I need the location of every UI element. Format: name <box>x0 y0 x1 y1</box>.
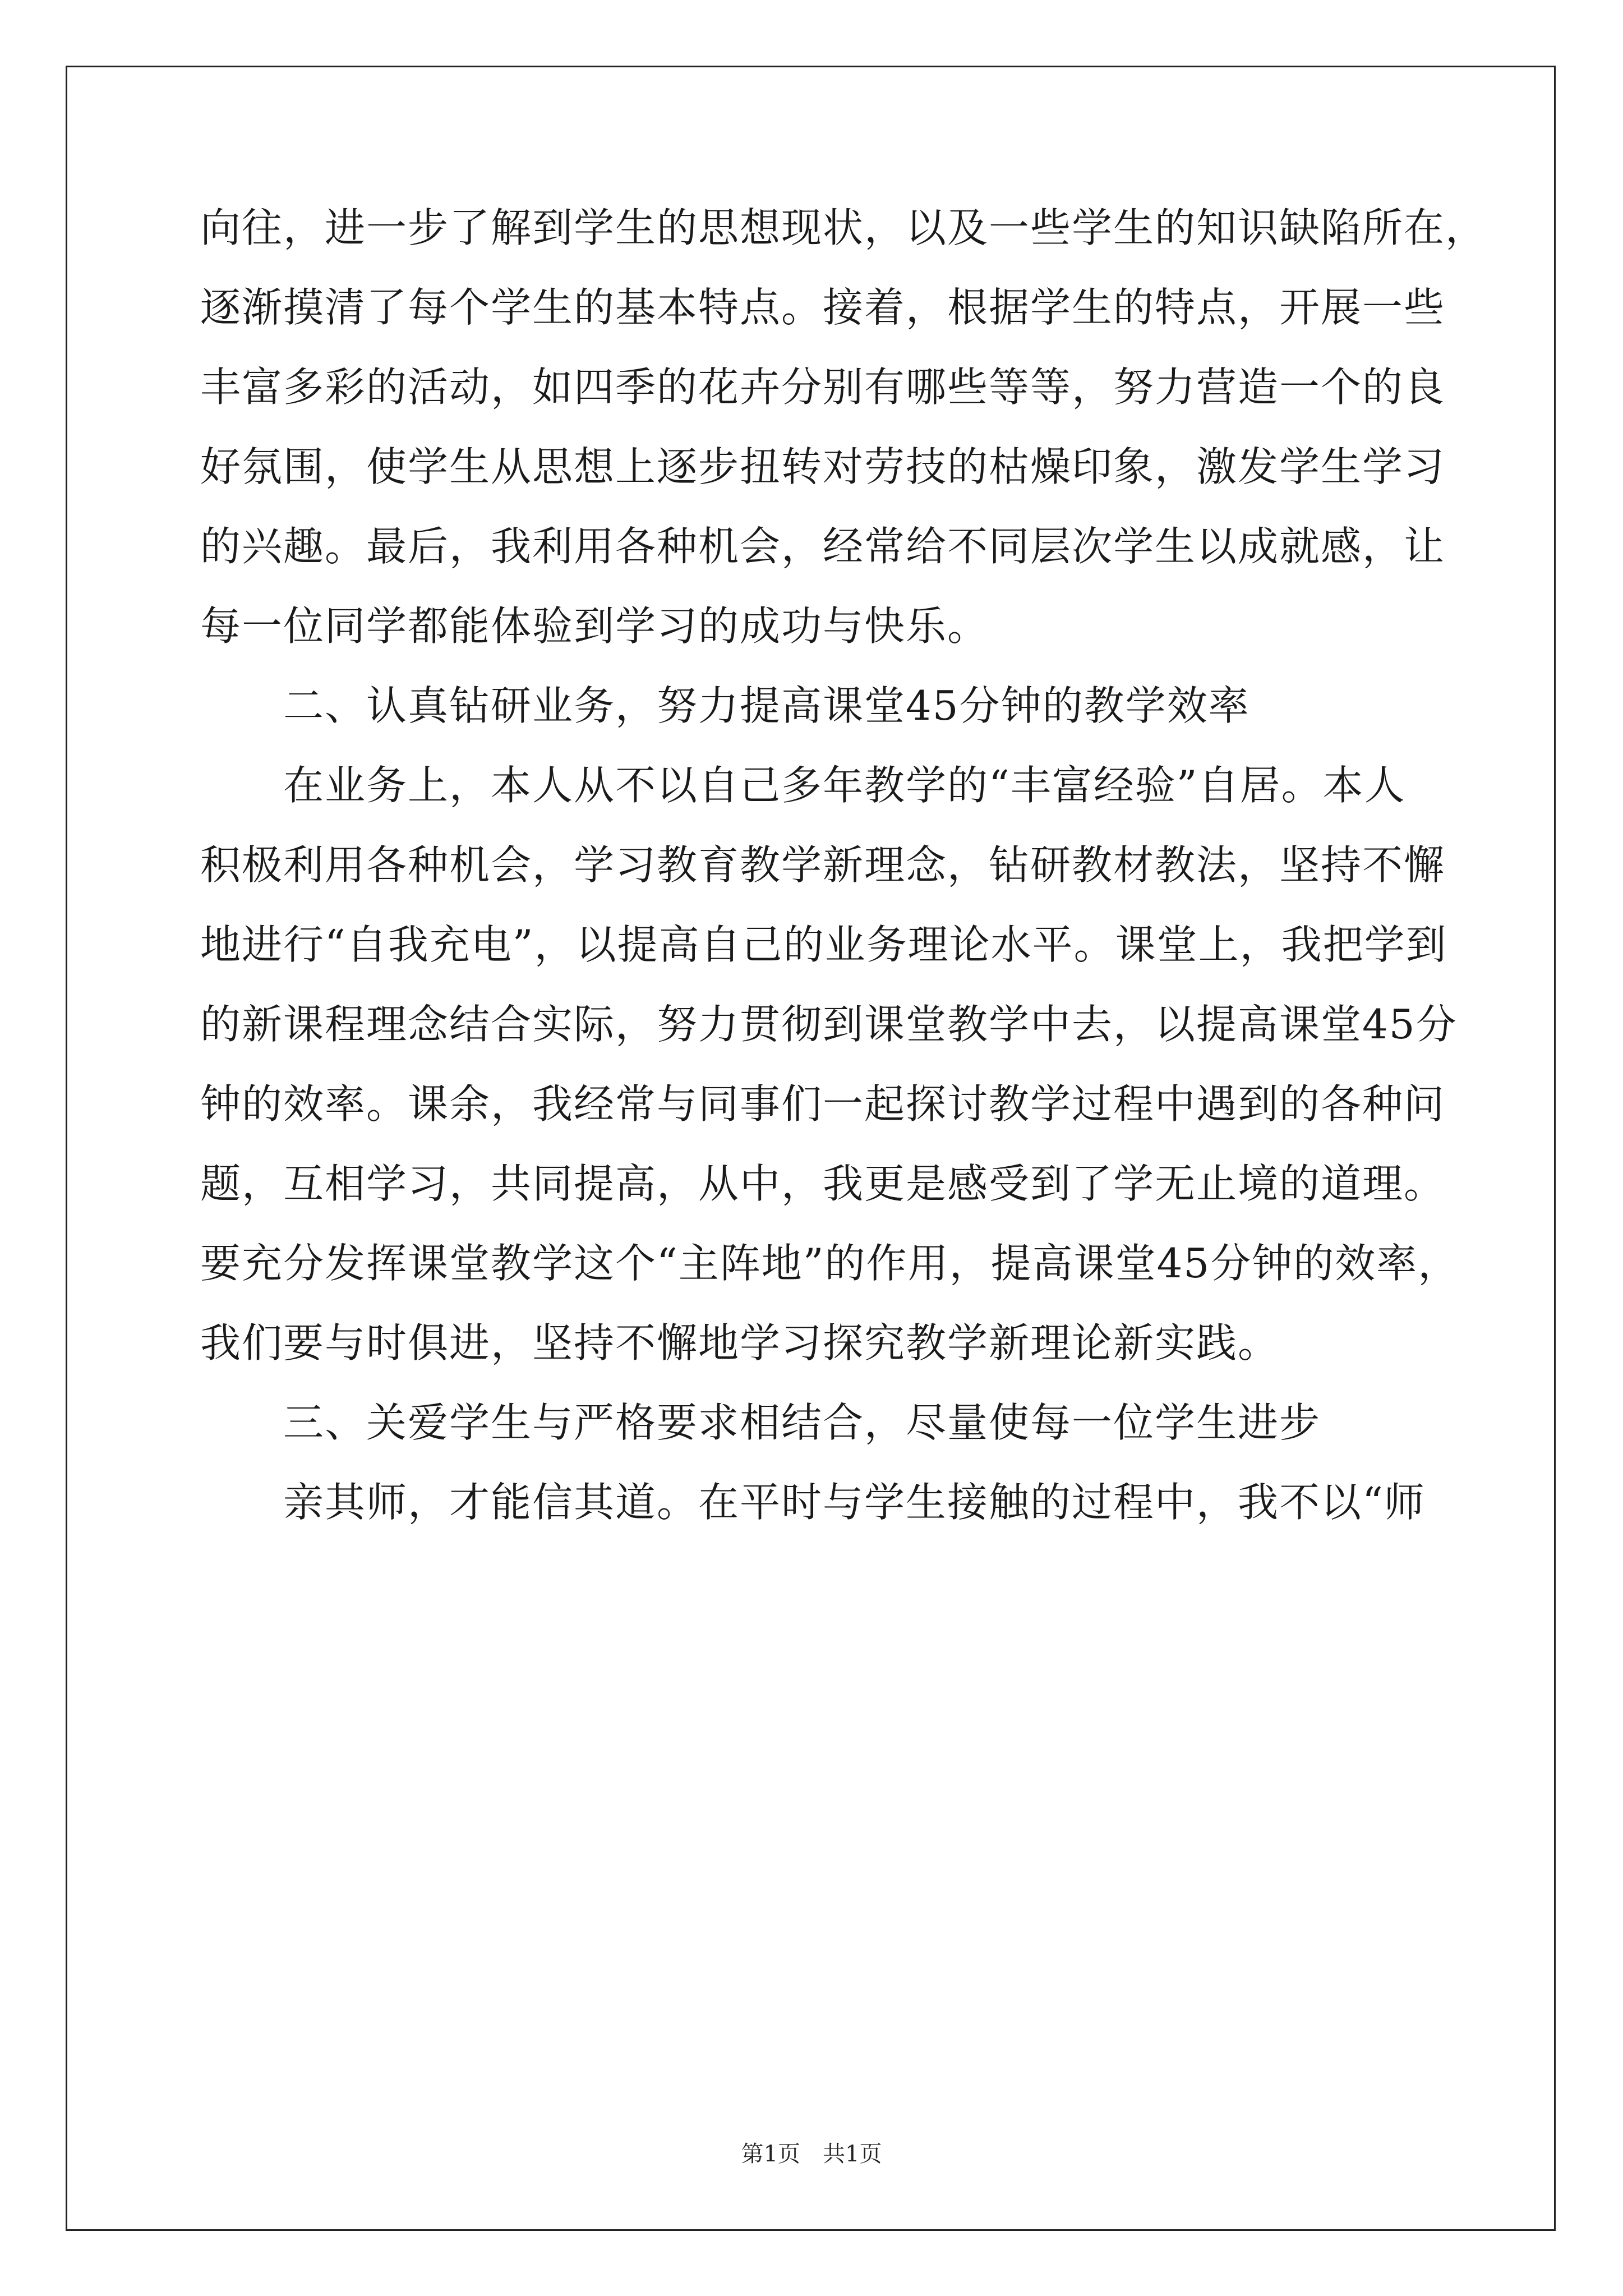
section-heading-3: 三、关爱学生与严格要求相结合，尽量使每一位学生进步 <box>283 1399 1321 1446</box>
text-line-1: 向往，进一步了解到学生的思想现状，以及一些学生的知识缺陷所在， <box>200 204 1487 251</box>
text-line-2: 逐渐摸清了每个学生的基本特点。接着，根据学生的特点，开展一些 <box>200 284 1446 331</box>
text-line-6: 每一位同学都能体验到学习的成功与快乐。 <box>200 602 989 650</box>
text-line-13: 题，互相学习，共同提高，从中，我更是感受到了学无止境的道理。 <box>200 1160 1446 1207</box>
document-body <box>200 188 1487 1542</box>
section-heading-2: 二、认真钻研业务，努力提高课堂45分钟的教学效率 <box>283 682 1250 729</box>
text-line-14: 要充分发挥课堂教学这个“主阵地”的作用，提高课堂45分钟的效率， <box>200 1240 1460 1287</box>
text-line-4: 好氛围，使学生从思想上逐步扭转对劳技的枯燥印象，激发学生学习 <box>200 443 1446 490</box>
page-footer: 第1页 共1页 <box>741 2141 882 2167</box>
text-line-9: 积极利用各种机会，学习教育教学新理念，钻研教材教法，坚持不懈 <box>200 841 1446 889</box>
text-line-3: 丰富多彩的活动，如四季的花卉分别有哪些等等，努力营造一个的良 <box>200 364 1446 411</box>
text-line-5: 的兴趣。最后，我利用各种机会，经常给不同层次学生以成就感，让 <box>200 523 1446 570</box>
text-line-12: 钟的效率。课余，我经常与同事们一起探讨教学过程中遇到的各种问 <box>200 1080 1446 1128</box>
text-line-15: 我们要与时俱进，坚持不懈地学习探究教学新理论新实践。 <box>200 1319 1280 1366</box>
text-line-8: 在业务上，本人从不以自己多年教学的“丰富经验”自居。本人 <box>283 762 1406 809</box>
text-line-10: 地进行“自我充电”，以提高自己的业务理论水平。课堂上，我把学到 <box>200 921 1447 968</box>
text-line-17: 亲其师，才能信其道。在平时与学生接触的过程中，我不以“师 <box>283 1479 1426 1526</box>
text-line-11: 的新课程理念结合实际，努力贯彻到课堂教学中去，以提高课堂45分 <box>200 1001 1458 1048</box>
